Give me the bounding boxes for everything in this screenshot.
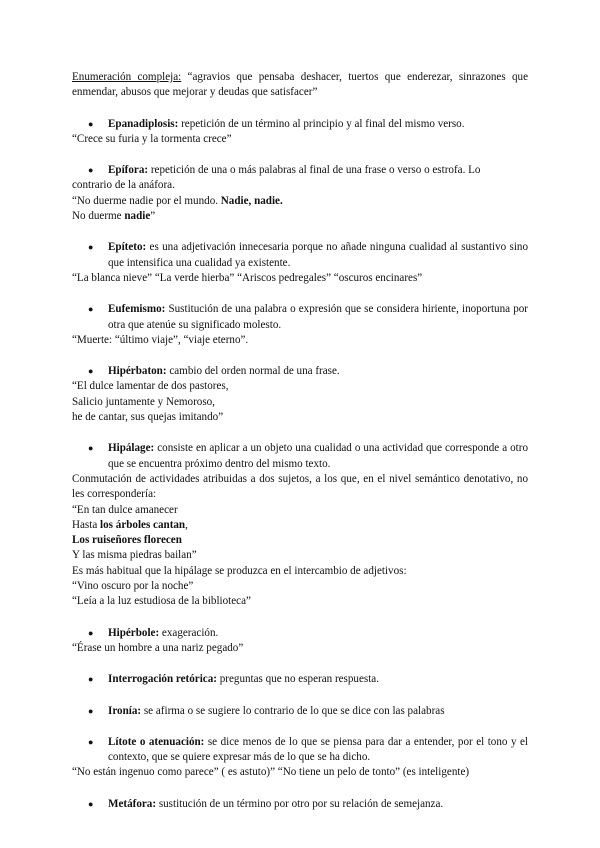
example-hiperbole: “Érase un hombre a una nariz pegado” — [72, 641, 244, 654]
bullet-metafora — [72, 797, 528, 812]
bullet-epiteto — [72, 240, 528, 271]
example-epanadiplosis: “Crece su furia y la tormenta crece” — [72, 132, 232, 145]
bullet-dot: ● — [88, 627, 94, 638]
bullet-epanadiplosis — [72, 117, 528, 132]
def-hiperbole: exageración. — [159, 626, 219, 639]
bullet-dot: ● — [88, 118, 94, 129]
bullet-litote — [72, 735, 528, 766]
example-hipalage-3 — [72, 533, 528, 548]
example-hiperbaton-3: he de cantar, sus quejas imitando” — [72, 411, 224, 424]
example-hipalage-4: Y las misma piedras bailan” — [72, 549, 197, 562]
example-epifora-2 — [72, 209, 528, 224]
def-epifora-cont: contrario de la anáfora. — [72, 179, 175, 192]
intro-label: Enumeración compleja: — [72, 71, 182, 83]
example-text: ” — [150, 210, 156, 223]
example-bold: nadie — [124, 210, 151, 223]
example-hipalage-1: “En tan dulce amanecer — [72, 503, 178, 516]
example-hipalage-5: “Vino oscuro por la noche” — [72, 580, 194, 593]
intro-text: “agravios que pensaba deshacer, tuertos que enderezar, sinrazones que enmendar, abusos que mejorar y deudas que satisfacer” — [72, 71, 529, 99]
bullet-dot: ● — [88, 165, 94, 176]
bullet-dot: ● — [88, 798, 94, 809]
example-text: , — [185, 518, 188, 531]
intro-paragraph — [72, 70, 528, 101]
def-litote: se dice menos de lo que se piensa para dar a entender, por el tono y el contexto, que se quiere expresar más de lo que se ha dicho. — [108, 735, 529, 764]
term-ironia: Ironía: — [108, 704, 142, 717]
bullet-dot: ● — [88, 242, 94, 253]
bullet-hiperbole — [72, 626, 528, 641]
example-eufemismo: “Muerte: “último viaje”, “viaje eterno”. — [72, 333, 249, 346]
term-eufemismo: Eufemismo: — [108, 303, 166, 316]
term-hiperbole: Hipérbole: — [108, 626, 160, 639]
term-epanadiplosis: Epanadiplosis: — [108, 117, 179, 130]
example-litote: “No están ingenuo como parece” ( es astuto)” “No tiene un pelo de tonto” (es inteligente) — [72, 766, 470, 779]
para-hipalage-2: Es más habitual que la hipálage se produzca en el intercambio de adjetivos: — [72, 564, 407, 577]
def-epiteto: es una adjetivación innecesaria porque no añade ninguna cualidad al sustantivo sino que intensifica una cualidad ya existente. — [108, 241, 528, 269]
example-hiperbaton-1: “El dulce lamentar de dos pastores, — [72, 380, 229, 393]
term-interrogacion: Interrogación retórica: — [108, 673, 217, 686]
term-hipalage: Hipálage: — [108, 442, 155, 455]
document-page — [72, 70, 528, 812]
example-bold: los árboles cantan — [100, 518, 186, 531]
bullet-dot: ● — [88, 705, 94, 716]
example-text: Hasta — [72, 518, 101, 531]
def-epanadiplosis: repetición de un término al principio y al final del mismo verso. — [178, 117, 465, 130]
def-ironia: se afirma o se sugiere lo contrario de lo que se dice con las palabras — [141, 704, 445, 717]
example-bold: Nadie, nadie. — [220, 194, 283, 207]
bullet-hiperbaton — [72, 364, 528, 379]
term-epiteto: Epíteto: — [108, 241, 147, 254]
term-metafora: Metáfora: — [108, 797, 157, 810]
def-epifora: repetición de una o más palabras al final de una frase o verso o estrofa. Lo — [148, 164, 481, 177]
bullet-dot: ● — [88, 304, 94, 315]
def-interrogacion: preguntas que no esperan respuesta. — [216, 673, 379, 686]
bullet-dot: ● — [88, 674, 94, 685]
example-hipalage-6: “Leía a la luz estudiosa de la biblioteca” — [72, 595, 251, 608]
def-hipalage: consiste en aplicar a un objeto una cualidad o una actividad que corresponde a otro que se encuentra próximo dentro del mismo texto. — [108, 442, 528, 470]
bullet-dot: ● — [88, 736, 94, 747]
term-hiperbaton: Hipérbaton: — [108, 365, 167, 378]
term-epifora: Epífora: — [108, 164, 149, 177]
bullet-hipalage — [72, 441, 528, 472]
bullet-eufemismo — [72, 302, 528, 333]
bullet-epifora — [72, 163, 528, 178]
para-hipalage: Conmutación de actividades atribuidas a dos sujetos, a los que, en el nivel semántico denotativo, no les correspondería: — [72, 472, 528, 501]
bullet-dot: ● — [88, 443, 94, 454]
example-text: No duerme — [72, 210, 125, 223]
def-eufemismo: Sustitución de una palabra o expresión que se considera hiriente, inoportuna por otra que atenúe su significado molesto. — [108, 303, 528, 331]
example-hiperbaton-2: Salicio juntamente y Nemoroso, — [72, 395, 215, 408]
bullet-dot: ● — [88, 366, 94, 377]
def-hiperbaton: cambio del orden normal de una frase. — [166, 365, 340, 378]
term-litote: Lítote o atenuación: — [108, 735, 205, 748]
example-epifora-1 — [72, 194, 528, 209]
bullet-interrogacion — [72, 672, 528, 687]
example-bold: Los ruiseñores florecen — [72, 534, 182, 547]
example-epiteto: “La blanca nieve” “La verde hierba” “Ariscos pedregales” “oscuros encinares” — [72, 271, 423, 284]
example-text: “No duerme nadie por el mundo. — [72, 194, 221, 207]
example-hipalage-2 — [72, 518, 528, 533]
bullet-ironia — [72, 704, 528, 719]
def-metafora: sustitución de un término por otro por su relación de semejanza. — [156, 797, 444, 810]
